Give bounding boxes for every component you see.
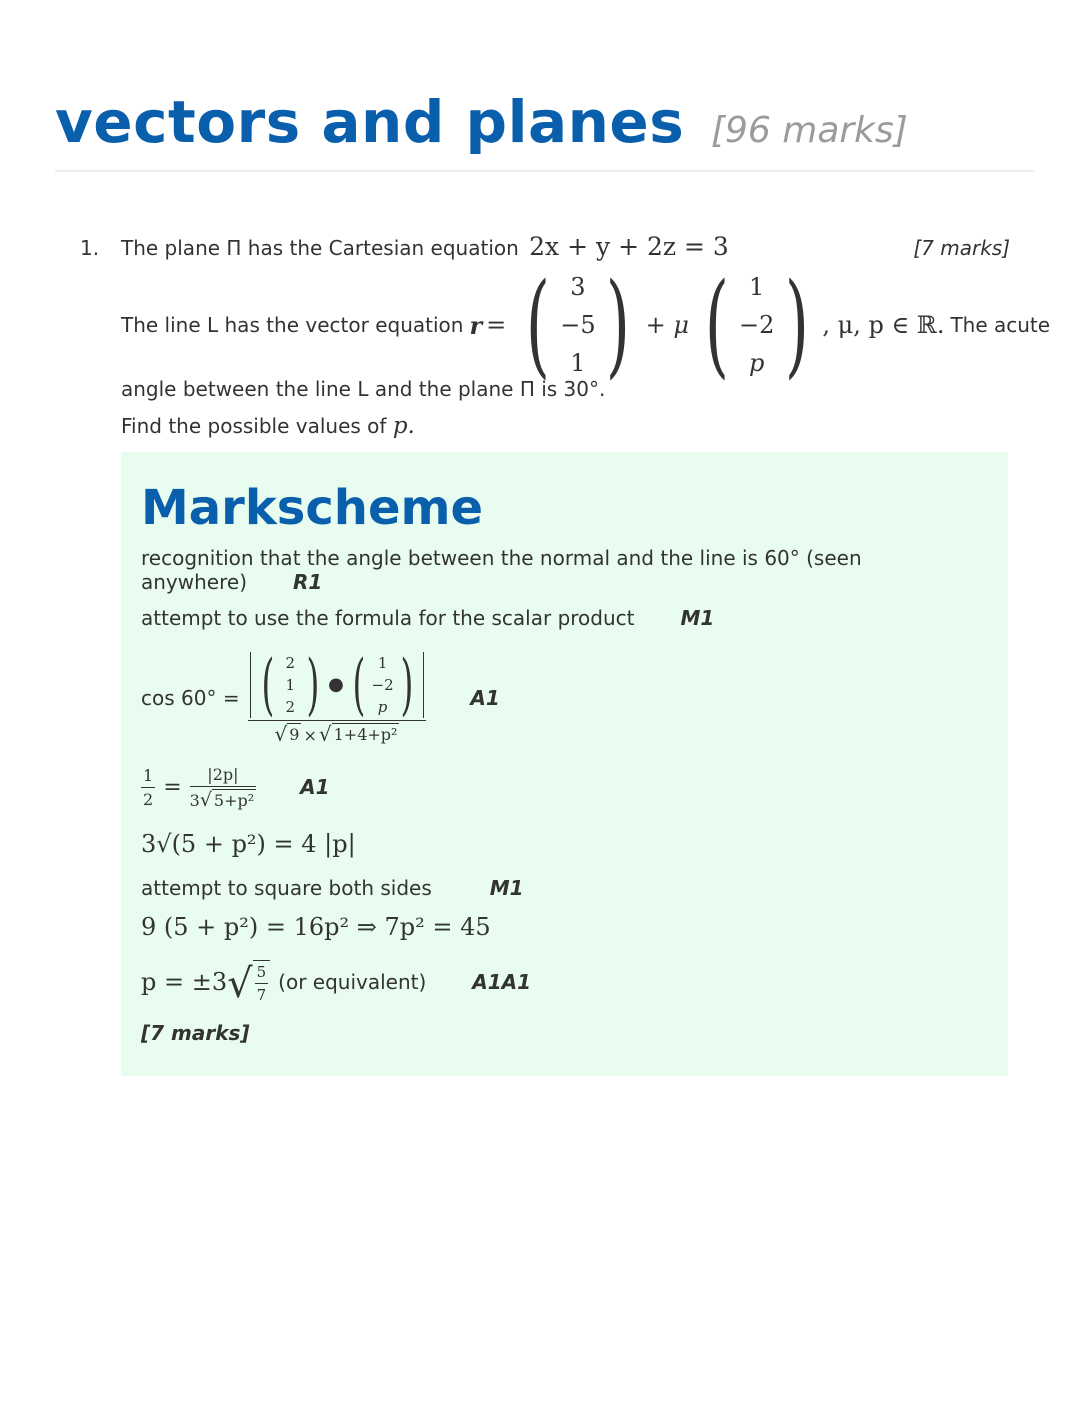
vector-a-y: −5 [560, 311, 596, 339]
vector-b-x: 1 [749, 273, 765, 301]
vec2-y: −2 [371, 675, 394, 694]
step-4-denominator [190, 787, 257, 810]
markscheme-step-7: 9 (5 + p²) = 16p² ⇒ 7p² = 45 [141, 913, 491, 941]
sqrt-9: 9 [289, 724, 300, 744]
question-line-1 [121, 232, 729, 261]
sqrt-icon: √ 1+4+p² [318, 721, 398, 746]
step-4-radicand: 5+p² [213, 790, 255, 810]
vector-a-components [560, 268, 596, 382]
left-paren: ( [526, 260, 551, 390]
markscheme-step-2 [141, 606, 714, 630]
vector-b-components [739, 268, 775, 382]
step-8-text: (or equivalent) [278, 970, 427, 994]
parameter-set: , μ, p ∈ ℝ. [822, 311, 945, 339]
five-sevenths [255, 963, 269, 1004]
step-6-text: attempt to square both sides [141, 876, 432, 900]
half-numerator: 1 [143, 765, 154, 785]
sqrt-icon: √ $\frac{5}{7}$ [227, 960, 270, 1004]
markscheme-step-8 [141, 956, 531, 1008]
markscheme-step-6 [141, 876, 524, 900]
vector-b-y: −2 [738, 311, 775, 339]
vector-r: r [469, 310, 483, 340]
question-number: 1. [80, 236, 100, 260]
sqrt-magnitude: 1+4+p² [333, 724, 398, 744]
step-1-text: recognition that the angle between the normal and the line is 60° (seen anywhere) [141, 546, 862, 594]
step-4-fraction [190, 765, 257, 810]
markscheme-step-5: 3√(5 + p²) = 4 |p| [141, 830, 356, 858]
page-title [55, 88, 908, 156]
step-6-mark: M1 [489, 876, 524, 900]
vector-a-z: 1 [570, 349, 586, 377]
fraction-denominator: 7 [256, 986, 267, 1004]
question-marks: [7 marks] [913, 236, 1010, 260]
question-line-3: angle between the line L and the plane Π is 30°. [121, 377, 606, 401]
vector-b-z: p [748, 349, 765, 377]
right-paren: ) [784, 260, 809, 390]
left-paren: ( [704, 260, 729, 390]
question-line-4-var: p. [392, 413, 415, 439]
question-line-2-text: The line L has the vector equation [121, 313, 464, 337]
vec1-z: 2 [285, 697, 296, 716]
plus-mu: + μ [645, 311, 689, 339]
left-paren: ( [261, 645, 274, 723]
dot-product-icon: ● [328, 674, 344, 695]
step-4-numerator: |2p| [207, 764, 239, 784]
markscheme-title: Markscheme [141, 480, 484, 536]
step-8-lhs: p = ±3 [141, 968, 228, 996]
step-3-denominator: √ 9 × √ 1+4+p² [274, 721, 398, 746]
plane-equation: 2x + y + 2z = 3 [529, 232, 729, 261]
sqrt-fraction-wrap [253, 960, 271, 1004]
step-3-vector-1 [280, 652, 300, 718]
title-marks: [96 marks] [710, 110, 908, 151]
equals-sign: = [486, 311, 507, 339]
question-line-1-text: The plane Π has the Cartesian equation [121, 236, 519, 260]
question-line-4 [121, 413, 415, 439]
vec2-z: p [377, 697, 388, 716]
question-line-4-text: Find the possible values of [121, 414, 387, 438]
step-3-vector-2 [372, 652, 394, 718]
step-2-text: attempt to use the formula for the scalar product [141, 606, 635, 630]
right-paren: ) [400, 645, 413, 723]
right-paren: ) [605, 260, 630, 390]
step-4-mark: A1 [300, 775, 330, 799]
vector-a-x: 3 [570, 273, 586, 301]
left-paren: ( [352, 645, 366, 723]
vec1-y: 1 [285, 675, 296, 694]
vector-a [516, 260, 639, 390]
vector-b [695, 260, 818, 390]
step-8-mark: A1A1 [472, 970, 532, 994]
sqrt-icon: √ 9 [274, 721, 300, 746]
step-3-numerator [248, 645, 427, 723]
step-2-mark: M1 [680, 606, 715, 630]
markscheme-step-1 [141, 546, 961, 594]
step-1-mark: R1 [293, 570, 323, 594]
step-3-fraction [248, 645, 427, 746]
abs-value [250, 645, 425, 723]
markscheme-step-4 [141, 762, 330, 812]
right-paren: ) [306, 645, 320, 723]
step-3-mark: A1 [470, 686, 500, 710]
fraction-numerator: 5 [256, 963, 267, 981]
vec1-x: 2 [285, 653, 296, 672]
step-3-lhs: cos 60° = [141, 686, 240, 710]
half-denominator: 2 [143, 789, 154, 809]
one-half [141, 766, 155, 809]
title-text: vectors and planes [55, 88, 685, 156]
markscheme-step-3 [141, 642, 500, 754]
markscheme-total: [7 marks] [141, 1021, 250, 1045]
step-4-coef: 3 [189, 790, 200, 810]
title-divider [55, 170, 1034, 172]
question-line-2-tail: The acute [950, 313, 1051, 337]
sqrt-icon: √ 5+p² [199, 788, 255, 811]
equals-sign: = [163, 774, 182, 800]
vec2-x: 1 [377, 653, 388, 672]
